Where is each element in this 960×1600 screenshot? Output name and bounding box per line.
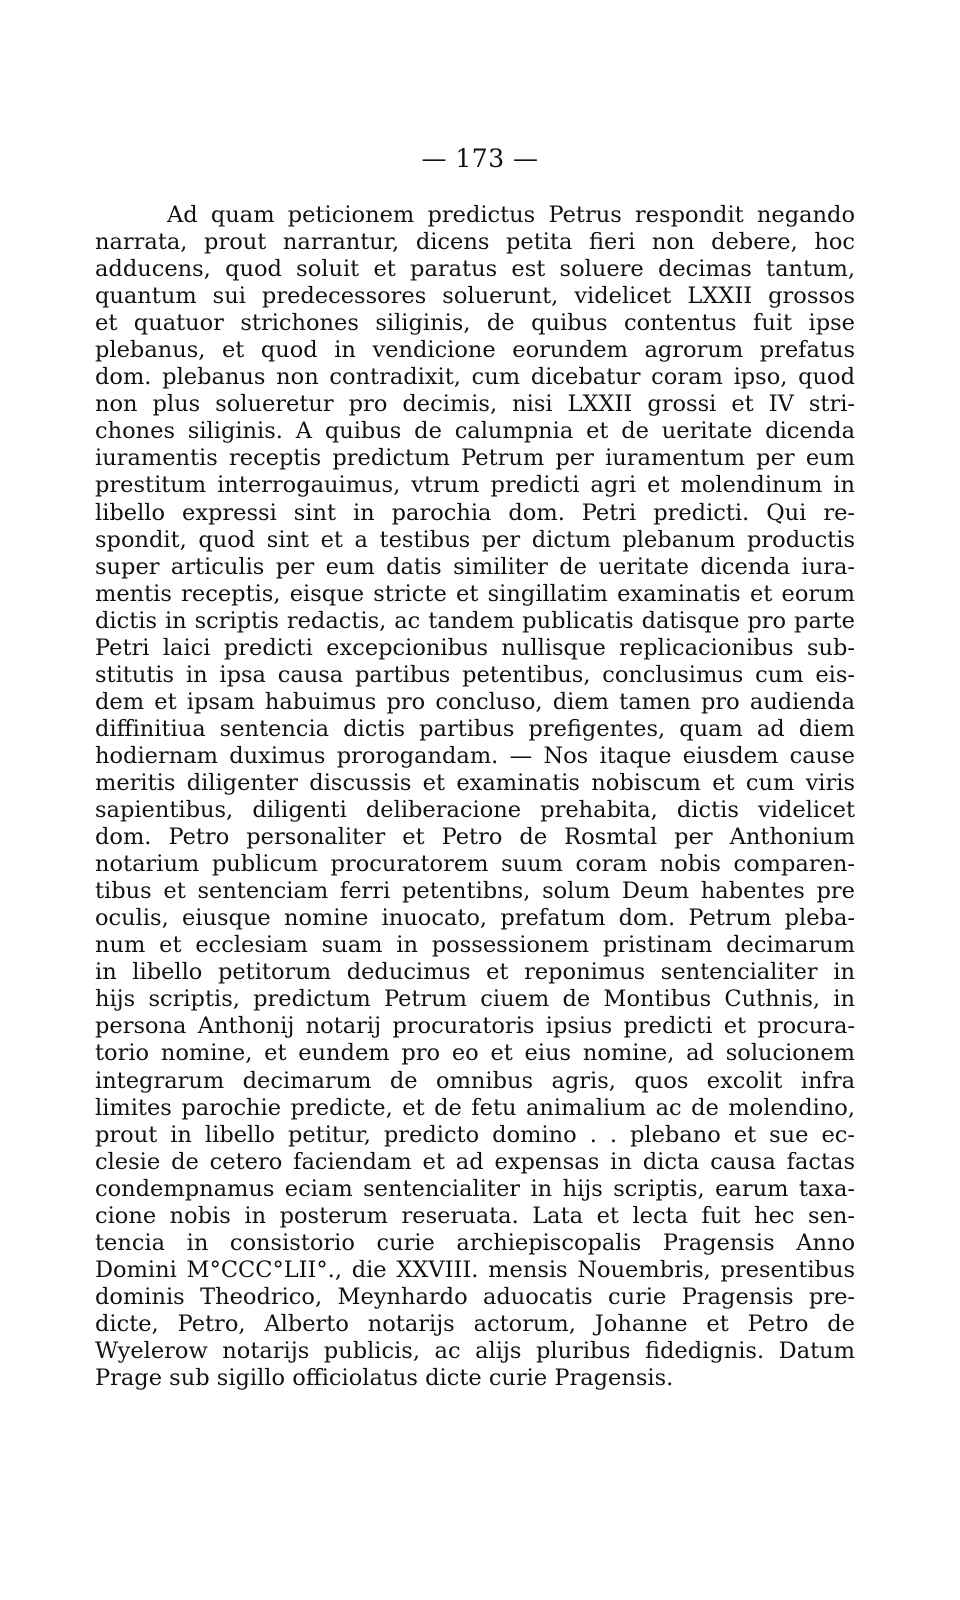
text-line: plebanus, et quod in vendicione eorundem agrorum prefatus xyxy=(95,337,855,364)
text-line: chones siliginis. A quibus de calumpnia et de ueritate dicenda xyxy=(95,418,855,445)
text-line: mentis receptis, eisque stricte et singillatim examinatis et eorum xyxy=(95,580,855,607)
text-line: in libello petitorum deducimus et reponimus sentencialiter in xyxy=(95,959,855,986)
text-line: prestitum interrogauimus, vtrum predicti agri et molendinum in xyxy=(95,472,855,499)
text-line: notarium publicum procuratorem suum coram nobis comparen- xyxy=(95,851,855,878)
text-line: et quatuor strichones siliginis, de quibus contentus fuit ipse xyxy=(95,310,855,337)
text-line: stitutis in ipsa causa partibus petentibus, conclusimus cum eis- xyxy=(95,661,855,688)
text-line: adducens, quod soluit et paratus est soluere decimas tantum, xyxy=(95,256,855,283)
page-number: — 173 — xyxy=(421,144,539,173)
text-line: Petri laici predicti excepcionibus nullisque replicacionibus sub- xyxy=(95,634,855,661)
text-line: hijs scriptis, predictum Petrum ciuem de Montibus Cuthnis, in xyxy=(95,986,855,1013)
text-line: Prage sub sigillo officiolatus dicte curie Pragensis. xyxy=(95,1365,674,1392)
text-line: Domini M°CCC°LII°., die XXVIII. mensis Nouembris, presentibus xyxy=(95,1256,855,1283)
text-line: clesie de cetero faciendam et ad expensas in dicta causa factas xyxy=(95,1148,855,1175)
text-line: limites parochie predicte, et de fetu animalium ac de molendino, xyxy=(95,1094,855,1121)
text-line: persona Anthonij notarij procuratoris ipsius predicti et procura- xyxy=(95,1013,855,1040)
text-line: dem et ipsam habuimus pro concluso, diem tamen pro audienda xyxy=(95,688,855,715)
body-text xyxy=(95,202,855,1392)
text-line: condempnamus eciam sentencialiter in hijs scriptis, earum taxa- xyxy=(95,1175,855,1202)
text-line: cione nobis in posterum reseruata. Lata et lecta fuit hec sen- xyxy=(95,1202,855,1229)
text-line: dom. Petro personaliter et Petro de Rosmtal per Anthonium xyxy=(95,824,855,851)
text-line: diffinitiua sentencia dictis partibus prefigentes, quam ad diem xyxy=(95,715,855,742)
text-line: quantum sui predecessores soluerunt, videlicet LXXII grossos xyxy=(95,283,855,310)
text-line: integrarum decimarum de omnibus agris, quos excolit infra xyxy=(95,1067,855,1094)
text-line: tibus et sentenciam ferri petentibns, solum Deum habentes pre xyxy=(95,878,855,905)
text-line: dom. plebanus non contradixit, cum dicebatur coram ipso, quod xyxy=(95,364,855,391)
text-line: libello expressi sint in parochia dom. Petri predicti. Qui re- xyxy=(95,499,855,526)
text-line: oculis, eiusque nomine inuocato, prefatum dom. Petrum pleba- xyxy=(95,905,855,932)
text-line: prout in libello petitur, predicto domino . . plebano et sue ec- xyxy=(95,1121,855,1148)
text-line: spondit, quod sint et a testibus per dictum plebanum productis xyxy=(95,526,855,553)
text-line: dictis in scriptis redactis, ac tandem publicatis datisque pro parte xyxy=(95,607,855,634)
text-line: meritis diligenter discussis et examinatis nobiscum et cum viris xyxy=(95,769,855,796)
text-line: iuramentis receptis predictum Petrum per iuramentum per eum xyxy=(95,445,855,472)
text-line: torio nomine, et eundem pro eo et eius nomine, ad solucionem xyxy=(95,1040,855,1067)
text-line: super articulis per eum datis similiter de ueritate dicenda iura- xyxy=(95,553,855,580)
text-line: Ad quam peticionem predictus Petrus respondit negando xyxy=(167,202,855,228)
text-line: Wyelerow notarijs publicis, ac alijs pluribus fidedignis. Datum xyxy=(95,1337,855,1364)
text-line: narrata, prout narrantur, dicens petita fieri non debere, hoc xyxy=(95,229,855,256)
text-line: dominis Theodrico, Meynhardo aduocatis curie Pragensis pre- xyxy=(95,1283,855,1310)
text-line: dicte, Petro, Alberto notarijs actorum, Johanne et Petro de xyxy=(95,1310,855,1337)
text-line: sapientibus, diligenti deliberacione prehabita, dictis videlicet xyxy=(95,797,855,824)
text-line: hodiernam duximus prorogandam. — Nos itaque eiusdem cause xyxy=(95,742,855,769)
text-line: tencia in consistorio curie archiepiscopalis Pragensis Anno xyxy=(95,1229,855,1256)
text-line: num et ecclesiam suam in possessionem pristinam decimarum xyxy=(95,932,855,959)
text-line: non plus solueretur pro decimis, nisi LXXII grossi et IV stri- xyxy=(95,391,855,418)
